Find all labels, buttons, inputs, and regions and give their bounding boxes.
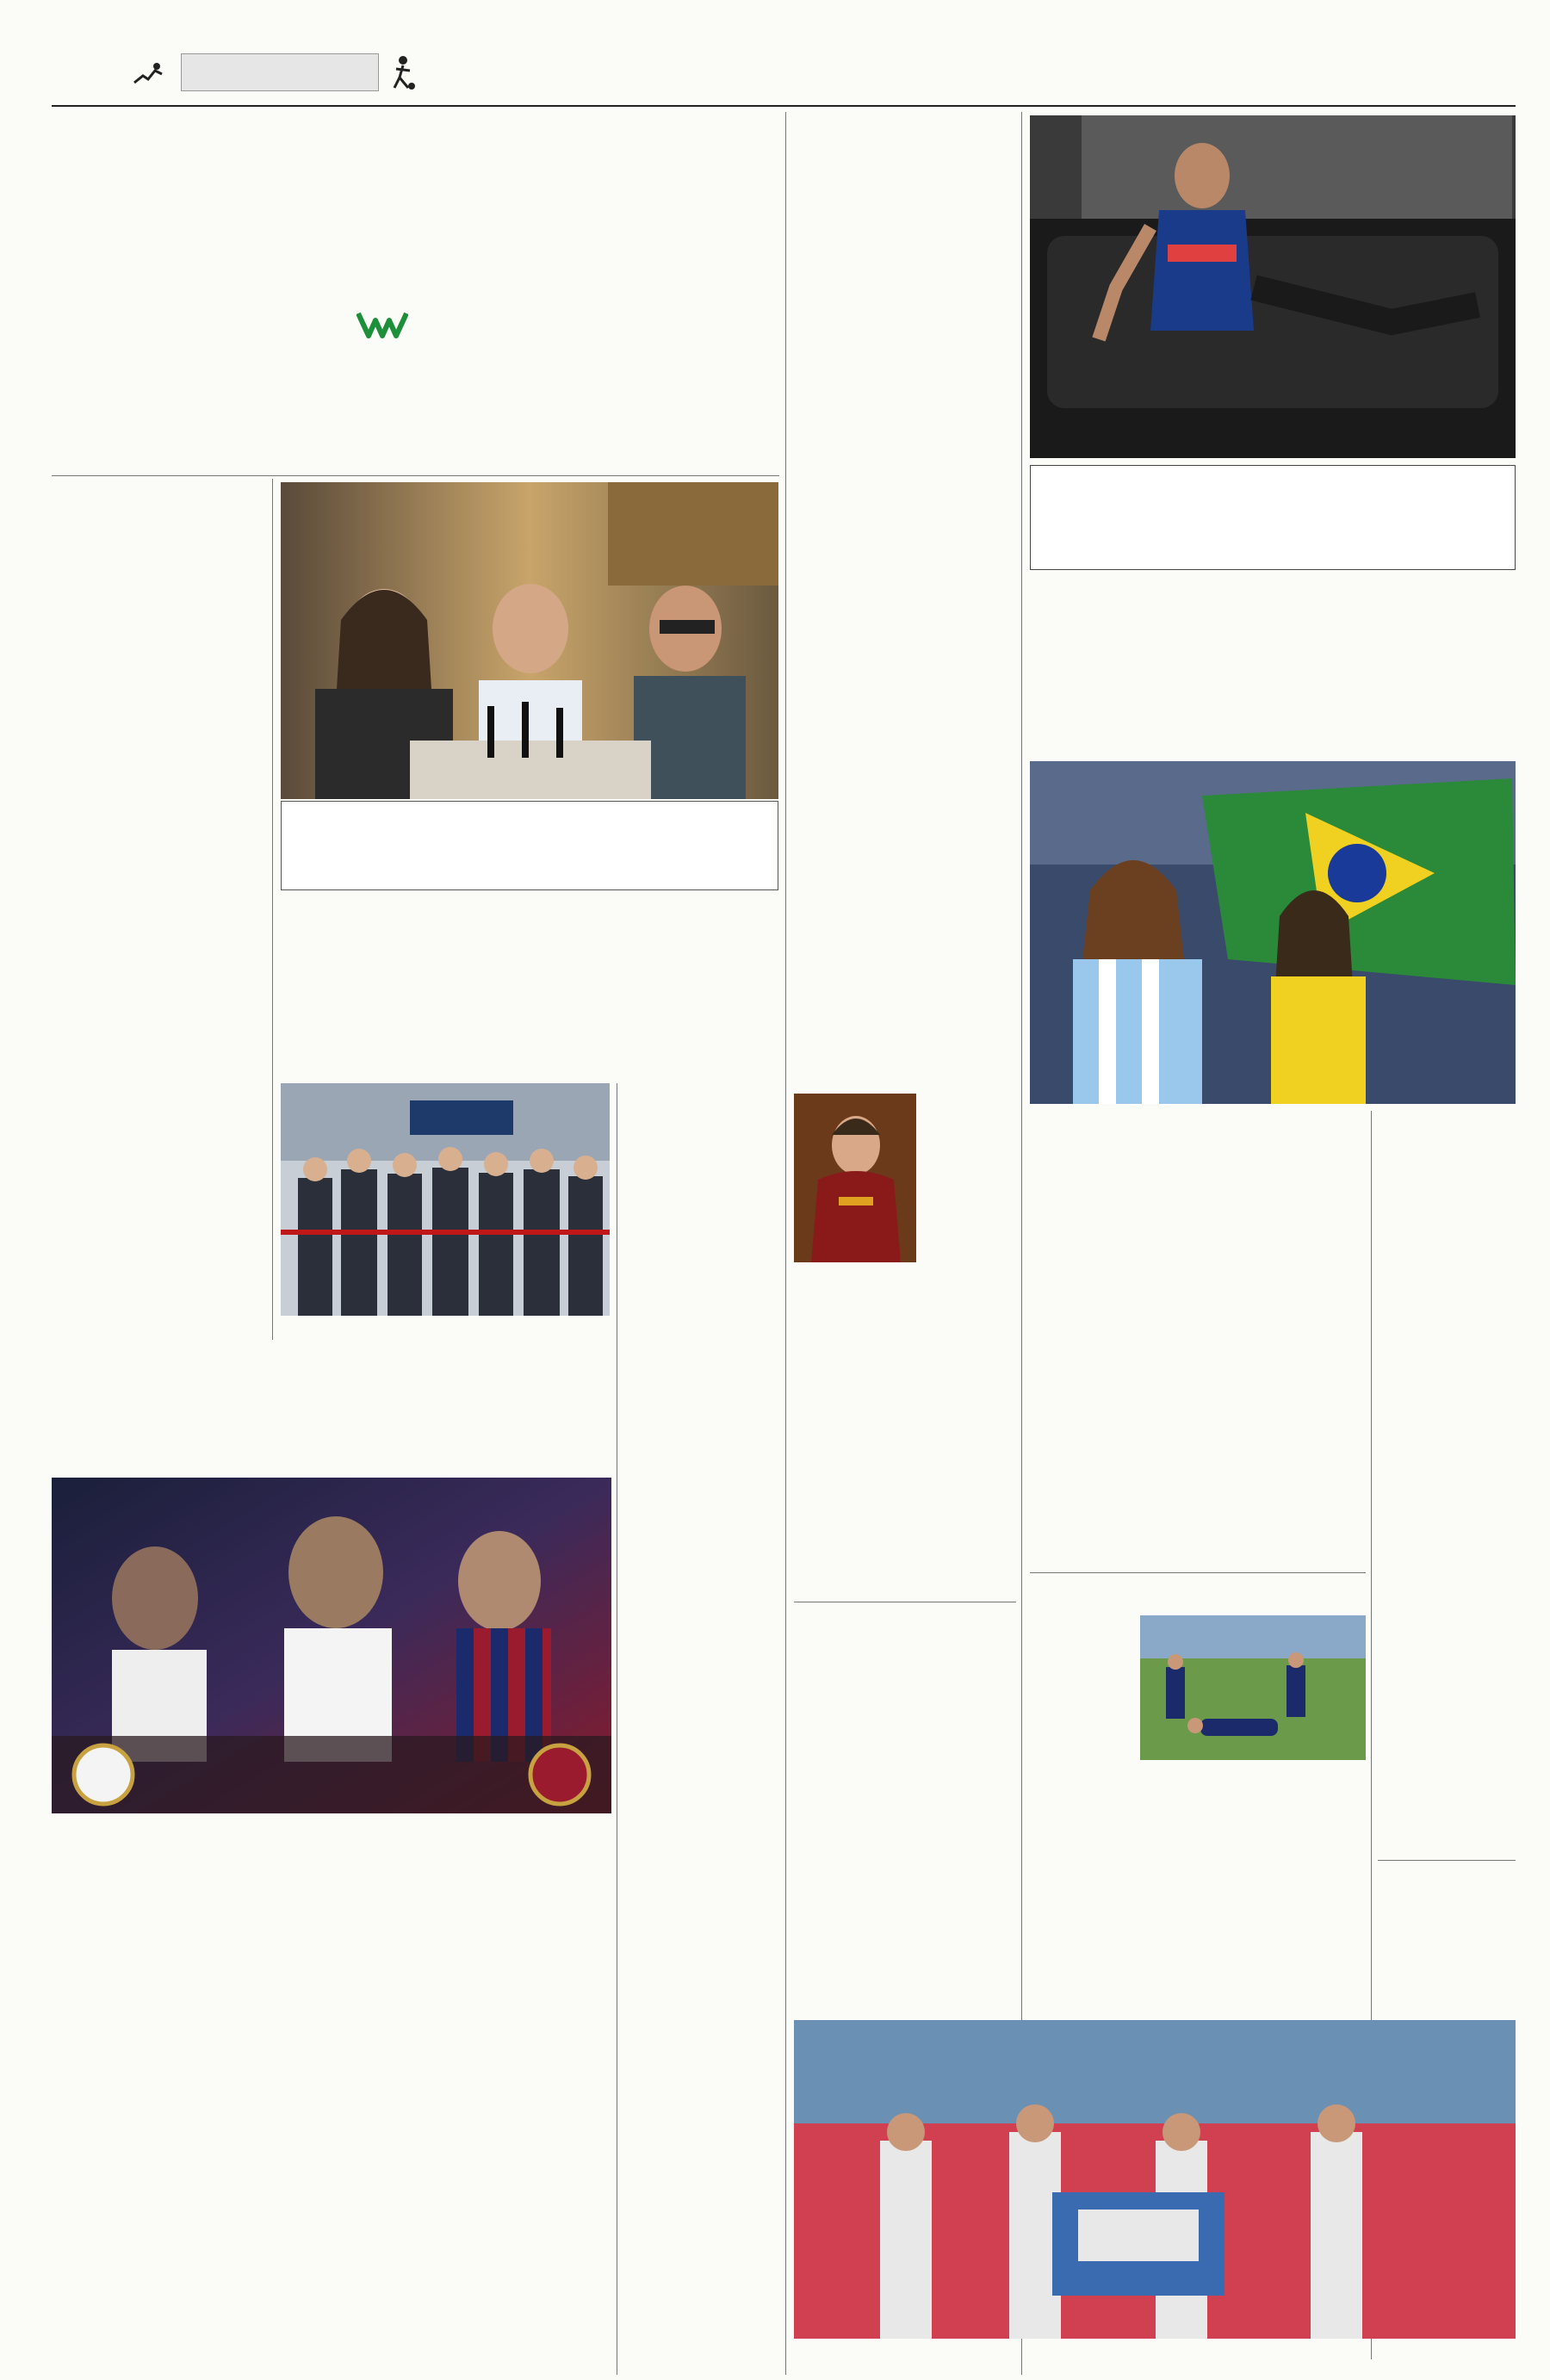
dybala-body [794,1267,1016,1595]
celebration-body-cont [1030,1800,1366,2015]
runner-icon [131,62,165,86]
lead-body-col-2 [452,272,779,444]
mushfiq-body-left [1030,579,1348,754]
new-club-headline [1378,1111,1516,1197]
ribbon-cutting-headline [281,1317,617,1336]
dybala-photo [794,1094,916,1262]
brazil-argentina-fans-photo [1030,761,1516,1104]
high-commissioner-body [281,897,778,1075]
windies-body [52,568,267,1016]
brazil-body [1030,1178,1366,1565]
afghan-coach-headline [794,115,1016,210]
high-commissioner-photo [281,482,778,799]
masthead-rule [52,105,1516,107]
prize-giving-photo [794,2020,1516,2339]
footballer-icon [388,55,417,90]
women-record-headline [794,1608,1016,1683]
section-title [181,53,379,91]
el-classico-poster [52,1478,611,1813]
walton-series-logo [322,310,443,439]
lead-body-col-1 [52,272,314,467]
celebration-body [1030,1614,1133,1794]
windies-body-cont [52,1016,267,1343]
prize-giving-caption [794,2344,1516,2361]
mushfiq-headline [1030,465,1516,570]
mushfiq-body-right [1357,579,1516,754]
ribbon-cutting-photo [281,1083,610,1316]
high-commissioner-headline [281,801,778,890]
windies-headline [52,484,267,563]
new-club-body [1378,1200,1516,1855]
classico-body [52,1941,611,2346]
celebration-headline [1030,1577,1366,1610]
women-record-body [794,1686,1016,2013]
letter-headline [623,1083,778,1178]
afghan-coach-body [794,214,1016,1088]
letter-body [623,1181,778,1784]
ribbon-cutting-body [281,1338,610,1467]
mushfiq-photo [1030,115,1516,458]
celebration-photo [1140,1615,1366,1760]
masthead [52,50,1516,102]
dybala-caption [921,1094,1018,1156]
